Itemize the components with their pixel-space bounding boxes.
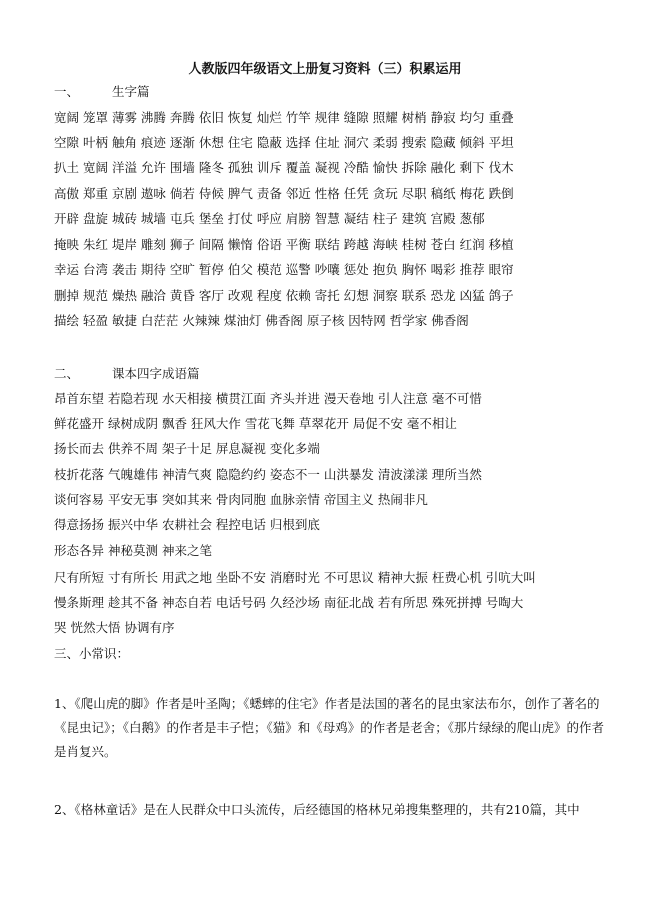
vocab-line: 描绘 轻盈 敏捷 白茫茫 火辣辣 煤油灯 佛香阁 原子核 因特网 哲学家 佛香阁 — [54, 313, 469, 328]
idiom-line: 扬长而去 供养不周 架子十足 屏息凝视 变化多端 — [54, 441, 320, 456]
idiom-line: 昂首东望 若隐若现 水天相接 横贯江面 齐头并进 漫天卷地 引人注意 毫不可惜 — [54, 391, 482, 406]
vocab-line: 开辟 盘旋 城砖 城墙 屯兵 堡垒 打仗 呼应 肩膀 智慧 凝结 柱子 建筑 宫殿 葱郁 — [54, 211, 485, 226]
vocab-line: 删掉 规范 燥热 融洽 黄昏 客厅 改观 程度 依赖 寄托 幻想 洞察 联系 恐龙 凶猛 鸽子 — [54, 288, 514, 303]
vocab-line: 掩映 朱红 堤岸 雕刻 狮子 间隔 懒惰 俗语 平衡 联结 跨越 海峡 桂树 苍白 红润 移植 — [54, 237, 514, 252]
section-1-title: 生字篇 — [112, 84, 150, 99]
vocab-line: 空隙 叶柄 触角 痕迹 逐渐 休想 住宅 隐蔽 选择 住址 洞穴 柔弱 搜索 隐藏 倾斜 平坦 — [54, 135, 514, 150]
document-title: 人教版四年级语文上册复习资料（三）积累运用 — [188, 62, 462, 77]
idiom-line: 形态各异 神秘莫测 神来之笔 — [54, 543, 212, 558]
knowledge-item-1: 1、《爬山虎的脚》作者是叶圣陶；《蟋蟀的住宅》作者是法国的著名的昆虫家法布尔，创作了著名的《昆虫记》；《白鹅》的作者是丰子恺；《猫》和《母鸡》的作者是老舍；《那片绿绿的爬山虎》的作者是肖复兴。 — [54, 696, 605, 759]
idiom-line: 得意扬扬 振兴中华 农耕社会 程控电话 归根到底 — [54, 517, 320, 532]
knowledge-item-2: 2、《格林童话》是在人民群众中口头流传，后经德国的格林兄弟搜集整理的，共有210篇，其中 — [54, 802, 580, 817]
idiom-line: 慢条斯理 趁其不备 神态自若 电话号码 久经沙场 南征北战 若有所思 殊死拼搏 号啕大 — [54, 595, 524, 610]
section-1-number: 一、 — [54, 84, 80, 99]
section-2-title: 课本四字成语篇 — [112, 366, 200, 381]
idiom-line: 谈何容易 平安无事 突如其来 骨肉同胞 血脉亲情 帝国主义 热闹非凡 — [54, 492, 428, 507]
section-3-heading: 三、小常识： — [54, 646, 130, 661]
idiom-line: 尺有所短 寸有所长 用武之地 坐卧不安 消磨时光 不可思议 精神大振 枉费心机 引吭大叫 — [54, 570, 536, 585]
vocab-line: 高傲 郑重 京剧 遨咏 倘若 侍候 脾气 责备 邻近 性格 任凭 贪玩 尽职 稿纸 梅花 跌倒 — [54, 186, 514, 201]
section-2-heading — [54, 366, 614, 382]
vocab-line: 扒土 宽阔 洋溢 允许 围墙 隆冬 孤独 训斥 覆盖 凝视 冷酷 愉快 拆除 融化 剩下 伐木 — [54, 160, 514, 175]
vocab-line: 幸运 台湾 袭击 期待 空旷 暂停 伯父 模范 巡警 吵嚷 惩处 抱负 胸怀 喝彩 推荐 眼帘 — [54, 262, 514, 277]
section-2-number: 二、 — [54, 366, 80, 381]
idiom-line: 哭 恍然大悟 协调有序 — [54, 620, 175, 635]
idiom-line: 枝折花落 气魄雄伟 神清气爽 隐隐约约 姿态不一 山洪暴发 清波漾漾 理所当然 — [54, 467, 482, 482]
idiom-line: 鲜花盛开 绿树成阴 飘香 狂风大作 雪花飞舞 草翠花开 局促不安 毫不相让 — [54, 416, 457, 431]
vocab-line: 宽阔 笼罩 薄雾 沸腾 奔腾 依旧 恢复 灿烂 竹竿 规律 缝隙 照耀 树梢 静寂 均匀 重叠 — [54, 110, 514, 125]
section-1-heading — [54, 84, 614, 100]
